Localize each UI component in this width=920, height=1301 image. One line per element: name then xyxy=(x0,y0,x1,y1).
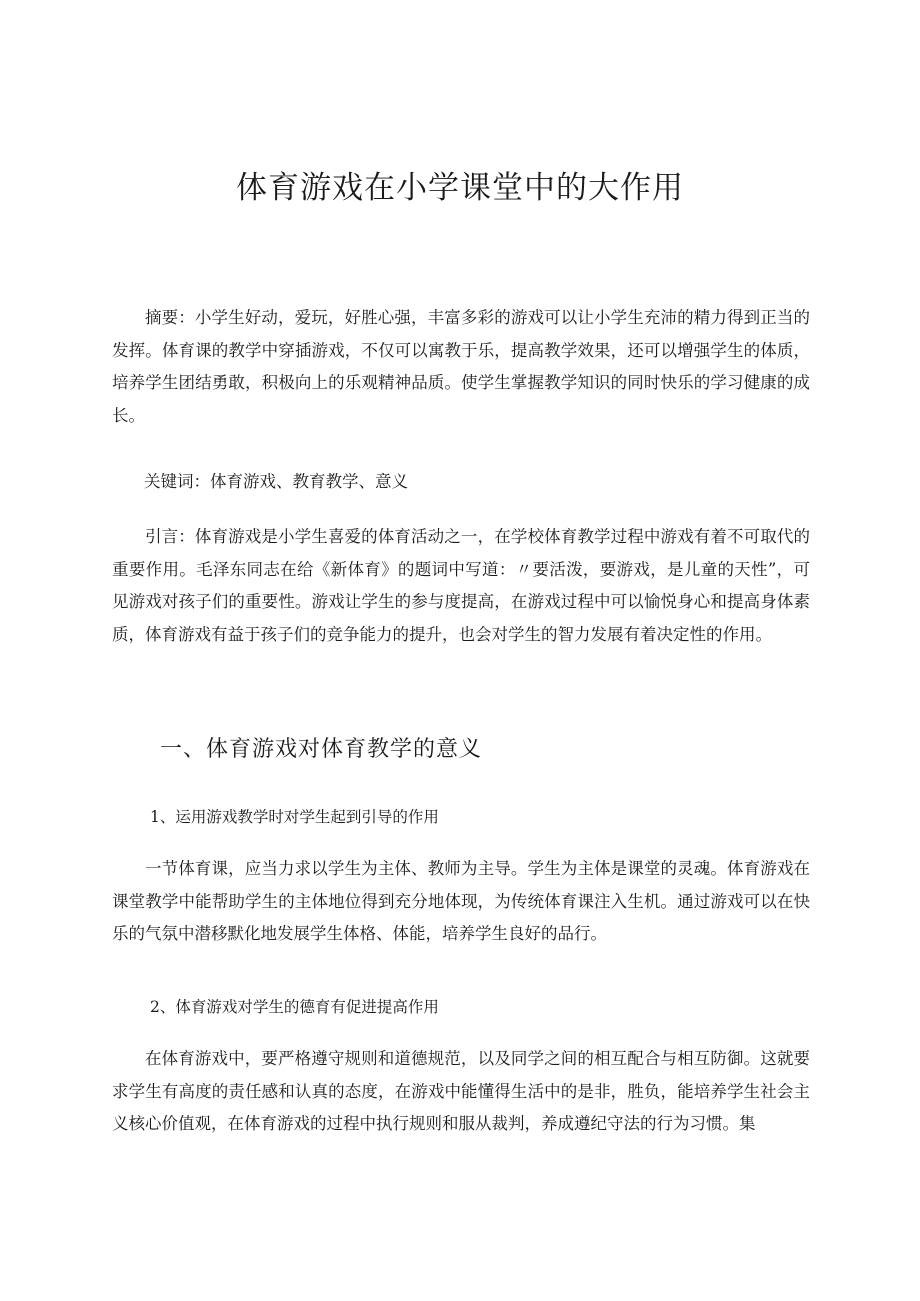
subsection-heading-2: 2、体育游戏对学生的德育有促进提高作用 xyxy=(150,998,439,1016)
introduction-paragraph: 引言：体育游戏是小学生喜爱的体育活动之一，在学校体育教学过程中游戏有着不可取代的重要作用。毛泽东同志在给《新体育》的题词中写道：〃要活泼，要游戏，是儿童的天性”，可见游戏对孩子们的重要性。游戏让学生的参与度提高，在游戏过程中可以愉悦身心和提高身体素质，体育游戏有益于孩子们的竞争能力的提升，也会对学生的智力发展有着决定性的作用。 xyxy=(112,527,810,644)
abstract-paragraph: 摘要：小学生好动，爱玩，好胜心强，丰富多彩的游戏可以让小学生充沛的精力得到正当的发挥。体育课的教学中穿插游戏，不仅可以寓教于乐，提高教学效果，还可以增强学生的体质，培养学生团结勇敢，积极向上的乐观精神品质。使学生掌握教学知识的同时快乐的学习健康的成长。 xyxy=(112,308,810,425)
section-heading-1: 一、体育游戏对体育教学的意义 xyxy=(160,737,483,762)
subsection-1-paragraph: 一节体育课，应当力求以学生为主体、教师为主导。学生为主体是课堂的灵魂。体育游戏在课堂教学中能帮助学生的主体地位得到充分地体现，为传统体育课注入生机。通过游戏可以在快乐的气氛中潜移默化地发展学生体格、体能，培养学生良好的品行。 xyxy=(112,859,810,943)
keywords-line: 关键词：体育游戏、教育教学、意义 xyxy=(144,472,408,491)
document-title: 体育游戏在小学课堂中的大作用 xyxy=(236,170,684,206)
subsection-heading-1: 1、运用游戏教学时对学生起到引导的作用 xyxy=(150,808,439,826)
subsection-2-paragraph: 在体育游戏中，要严格遵守规则和道德规范，以及同学之间的相互配合与相互防御。这就要求学生有高度的责任感和认真的态度，在游戏中能懂得生活中的是非，胜负，能培养学生社会主义核心价值观，在体育游戏的过程中执行规则和服从裁判，养成遵纪守法的行为习惯。集 xyxy=(112,1049,810,1133)
